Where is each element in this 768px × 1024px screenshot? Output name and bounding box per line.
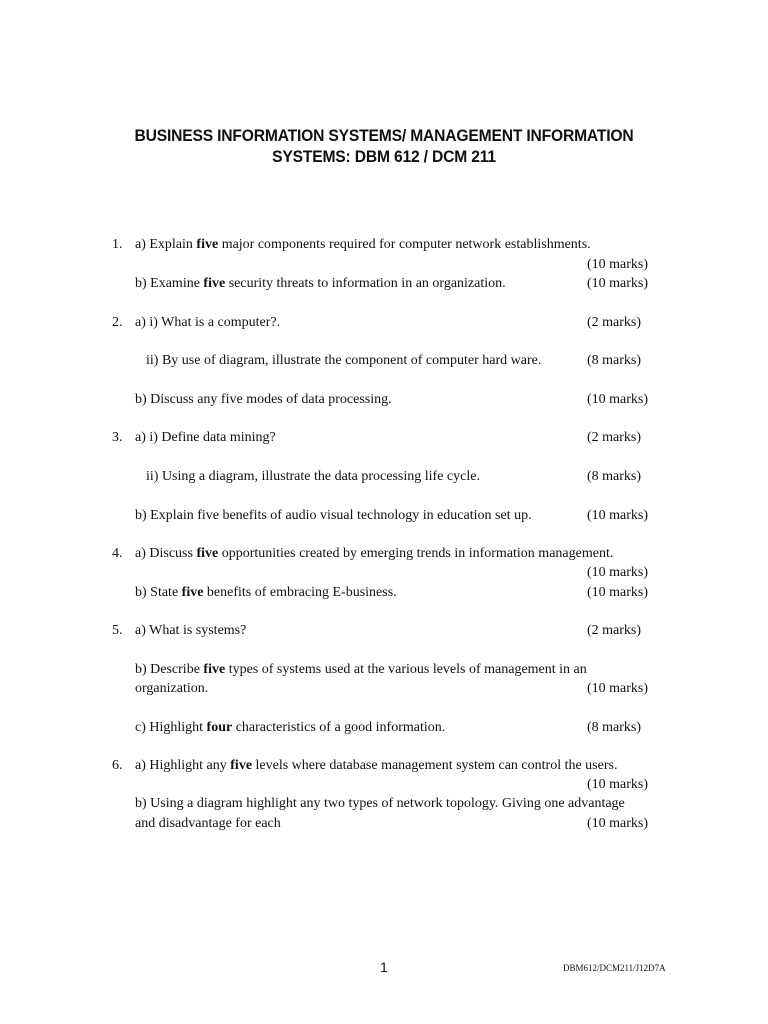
question-text-part: a) i) Define data mining? [135,430,276,445]
question-text [135,313,280,333]
emphasis-word: five [203,662,226,677]
question-text-part: a) What is systems? [135,623,247,638]
marks-allocation: (8 marks) [587,720,642,735]
question-text [135,756,617,776]
marks-allocation: (10 marks) [587,681,649,696]
question-text-part: b) State [135,585,182,600]
question-text-part: c) Highlight [135,720,207,735]
question-text-part: a) Highlight any [135,758,231,773]
marks-allocation: (2 marks) [587,430,642,445]
marks-allocation: (10 marks) [587,508,649,523]
question-text-part: a) i) What is a computer?. [135,315,281,330]
emphasis-word: five [196,237,219,252]
question-line [0,794,768,814]
question-text [135,506,532,526]
question-line [0,428,768,448]
question-number: 1. [112,237,123,252]
question-text [135,274,506,294]
marks-allocation: (10 marks) [587,276,649,291]
question-text-part: security threats to information in an organization. [225,276,506,291]
question-line [0,467,768,487]
question-line [0,255,768,275]
question-line [0,660,768,680]
question-text [135,621,246,641]
emphasis-word: five [181,585,204,600]
paper-code: DBM612/DCM211/J12D7A [563,963,666,973]
question-text-part: a) Explain [135,237,197,252]
question-text-part: b) Discuss any five modes of data processing. [135,392,392,407]
question-text [146,351,541,371]
question-number: 4. [112,546,123,561]
question-line [0,390,768,410]
question-text [135,794,625,814]
marks-allocation: (10 marks) [587,777,649,792]
marks-allocation: (10 marks) [587,585,649,600]
question-number: 6. [112,758,123,773]
question-text [146,467,480,487]
emphasis-word: five [196,546,219,561]
question-text [135,544,613,564]
page-number: 1 [380,959,388,975]
exam-title-line1: BUSINESS INFORMATION SYSTEMS/ MANAGEMENT INFORMATION [134,126,634,145]
question-text-part: levels where database management system can control the users. [252,758,618,773]
question-text [135,718,445,738]
question-line [0,274,768,294]
question-text [135,235,591,255]
question-line [0,544,768,564]
question-number: 2. [112,315,123,330]
question-text [135,679,208,699]
question-line [0,775,768,795]
question-text [135,390,392,410]
exam-title-line2: SYSTEMS: DBM 612 / DCM 211 [272,147,496,166]
emphasis-word: five [203,276,226,291]
question-text-part: ii) Using a diagram, illustrate the data processing life cycle. [146,469,480,484]
question-text-part: and disadvantage for each [135,816,281,831]
question-text-part: a) Discuss [135,546,197,561]
question-text-part: characteristics of a good information. [232,720,446,735]
question-line [0,563,768,583]
question-text-part: organization. [135,681,209,696]
question-line [0,679,768,699]
marks-allocation: (2 marks) [587,623,642,638]
question-text-part: b) Examine [135,276,204,291]
marks-allocation: (10 marks) [587,392,649,407]
question-text-part: b) Describe [135,662,204,677]
question-text [135,583,397,603]
marks-allocation: (10 marks) [587,816,649,831]
marks-allocation: (8 marks) [587,469,642,484]
question-line [0,621,768,641]
marks-allocation: (10 marks) [587,257,649,272]
question-text-part: b) Explain five benefits of audio visual technology in education set up. [135,508,532,523]
question-line [0,351,768,371]
marks-allocation: (2 marks) [587,315,642,330]
question-number: 3. [112,430,123,445]
question-text-part: ii) By use of diagram, illustrate the component of computer hard ware. [146,353,542,368]
marks-allocation: (8 marks) [587,353,642,368]
emphasis-word: five [230,758,253,773]
question-line [0,313,768,333]
question-text-part: b) Using a diagram highlight any two types of network topology. Giving one advantage [135,796,625,811]
question-text [135,814,281,834]
question-number: 5. [112,623,123,638]
question-text-part: benefits of embracing E-business. [203,585,397,600]
question-line [0,235,768,255]
question-line [0,718,768,738]
question-text-part: opportunities created by emerging trends in information management. [218,546,614,561]
question-text [135,428,276,448]
question-text-part: major components required for computer network establishments. [218,237,591,252]
marks-allocation: (10 marks) [587,565,649,580]
emphasis-word: four [206,720,233,735]
question-line [0,583,768,603]
question-text-part: types of systems used at the various levels of management in an [225,662,587,677]
question-line [0,756,768,776]
question-line [0,506,768,526]
question-text [135,660,587,680]
question-line [0,814,768,834]
